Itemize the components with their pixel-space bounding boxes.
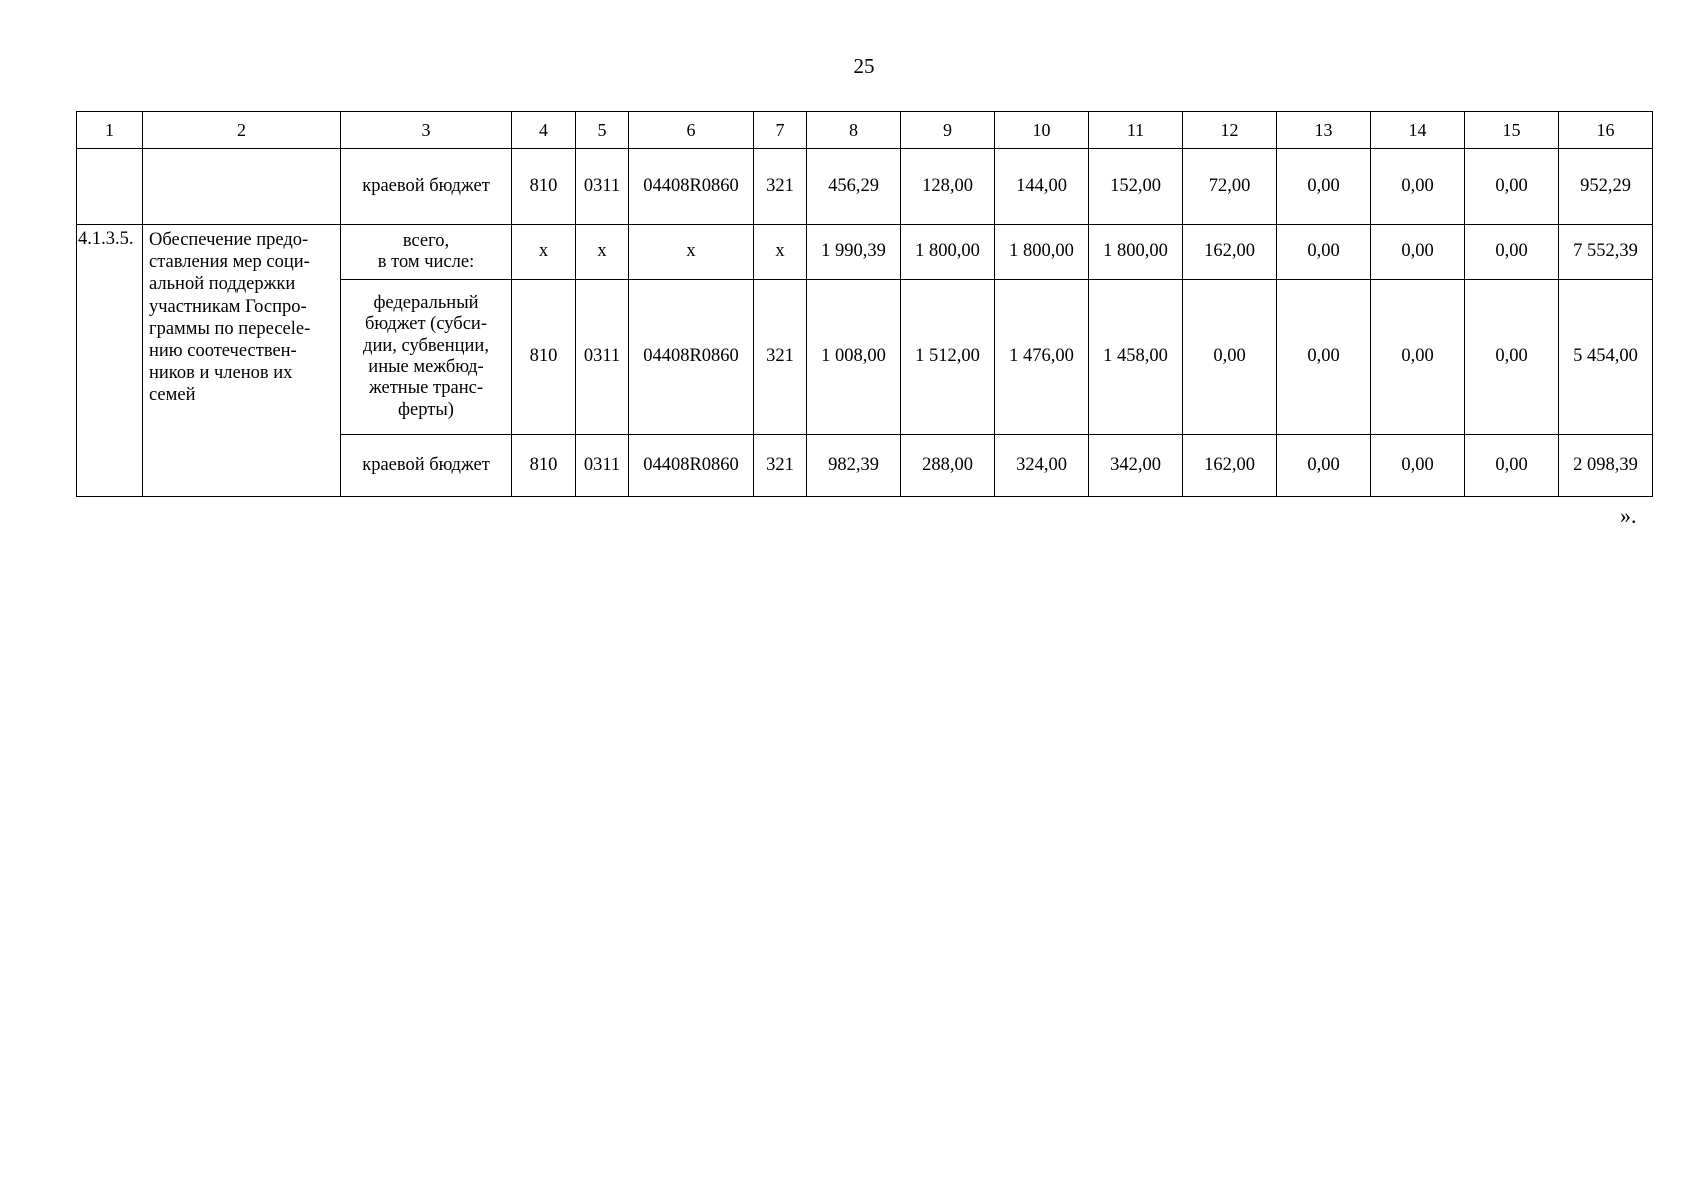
- column-header: 5: [576, 112, 629, 149]
- value-cell: 0,00: [1371, 149, 1465, 225]
- value-cell: х: [629, 225, 754, 280]
- page-number: 25: [853, 54, 875, 78]
- value-cell: 04408R0860: [629, 280, 754, 435]
- item-title: Обеспечение предо- ставления мер соци- альной поддержки участникам Госпро- граммы по пересele- нию соотечествен- ников и членов их семей: [143, 225, 341, 497]
- value-cell: 321: [754, 149, 807, 225]
- value-cell: 0,00: [1277, 225, 1371, 280]
- closing-quote: ».: [1620, 503, 1637, 528]
- value-cell: 0311: [576, 280, 629, 435]
- source-cell: федеральный бюджет (субси- дии, субвенции, иные межбюд- жетные транс- ферты): [341, 280, 512, 435]
- value-cell: 0,00: [1371, 435, 1465, 497]
- value-cell: 1 800,00: [901, 225, 995, 280]
- value-cell: 0,00: [1371, 280, 1465, 435]
- value-cell: 144,00: [995, 149, 1089, 225]
- value-cell: 1 800,00: [1089, 225, 1183, 280]
- value-cell: 1 990,39: [807, 225, 901, 280]
- value-cell: 810: [512, 435, 576, 497]
- value-cell: 162,00: [1183, 225, 1277, 280]
- column-header: 11: [1089, 112, 1183, 149]
- value-cell: 0,00: [1277, 280, 1371, 435]
- value-cell: 1 458,00: [1089, 280, 1183, 435]
- value-cell: 128,00: [901, 149, 995, 225]
- title-cell-empty: [143, 149, 341, 225]
- value-cell: 0311: [576, 435, 629, 497]
- value-cell: 321: [754, 435, 807, 497]
- header-row: [77, 112, 1653, 149]
- value-cell: 7 552,39: [1559, 225, 1653, 280]
- value-cell: х: [512, 225, 576, 280]
- value-cell: 0311: [576, 149, 629, 225]
- value-cell: 0,00: [1465, 149, 1559, 225]
- value-cell: 810: [512, 280, 576, 435]
- value-cell: 0,00: [1465, 280, 1559, 435]
- value-cell: 5 454,00: [1559, 280, 1653, 435]
- value-cell: 1 476,00: [995, 280, 1089, 435]
- value-cell: 04408R0860: [629, 149, 754, 225]
- value-cell: 324,00: [995, 435, 1089, 497]
- number-cell-empty: [77, 149, 143, 225]
- column-header: 14: [1371, 112, 1465, 149]
- value-cell: 2 098,39: [1559, 435, 1653, 497]
- source-cell: всего, в том числе:: [341, 225, 512, 280]
- item-number: 4.1.3.5.: [77, 225, 143, 497]
- value-cell: 1 008,00: [807, 280, 901, 435]
- source-cell: краевой бюджет: [341, 149, 512, 225]
- column-header: 10: [995, 112, 1089, 149]
- column-header: 16: [1559, 112, 1653, 149]
- column-header: 9: [901, 112, 995, 149]
- value-cell: 0,00: [1465, 225, 1559, 280]
- value-cell: 72,00: [1183, 149, 1277, 225]
- column-header: 8: [807, 112, 901, 149]
- value-cell: 1 800,00: [995, 225, 1089, 280]
- value-cell: х: [754, 225, 807, 280]
- value-cell: 04408R0860: [629, 435, 754, 497]
- column-header: 1: [77, 112, 143, 149]
- value-cell: 0,00: [1183, 280, 1277, 435]
- value-cell: 456,29: [807, 149, 901, 225]
- value-cell: 0,00: [1277, 435, 1371, 497]
- source-cell: краевой бюджет: [341, 435, 512, 497]
- value-cell: 0,00: [1277, 149, 1371, 225]
- value-cell: 0,00: [1371, 225, 1465, 280]
- column-header: 15: [1465, 112, 1559, 149]
- value-cell: 982,39: [807, 435, 901, 497]
- budget-table: [76, 111, 1653, 497]
- value-cell: 342,00: [1089, 435, 1183, 497]
- value-cell: 0,00: [1465, 435, 1559, 497]
- column-header: 12: [1183, 112, 1277, 149]
- table-row: [77, 149, 1653, 225]
- table-row: [77, 225, 1653, 280]
- value-cell: 810: [512, 149, 576, 225]
- value-cell: 162,00: [1183, 435, 1277, 497]
- column-header: 4: [512, 112, 576, 149]
- value-cell: 1 512,00: [901, 280, 995, 435]
- column-header: 3: [341, 112, 512, 149]
- column-header: 7: [754, 112, 807, 149]
- value-cell: 321: [754, 280, 807, 435]
- value-cell: 288,00: [901, 435, 995, 497]
- column-header: 6: [629, 112, 754, 149]
- value-cell: 152,00: [1089, 149, 1183, 225]
- column-header: 2: [143, 112, 341, 149]
- value-cell: х: [576, 225, 629, 280]
- value-cell: 952,29: [1559, 149, 1653, 225]
- column-header: 13: [1277, 112, 1371, 149]
